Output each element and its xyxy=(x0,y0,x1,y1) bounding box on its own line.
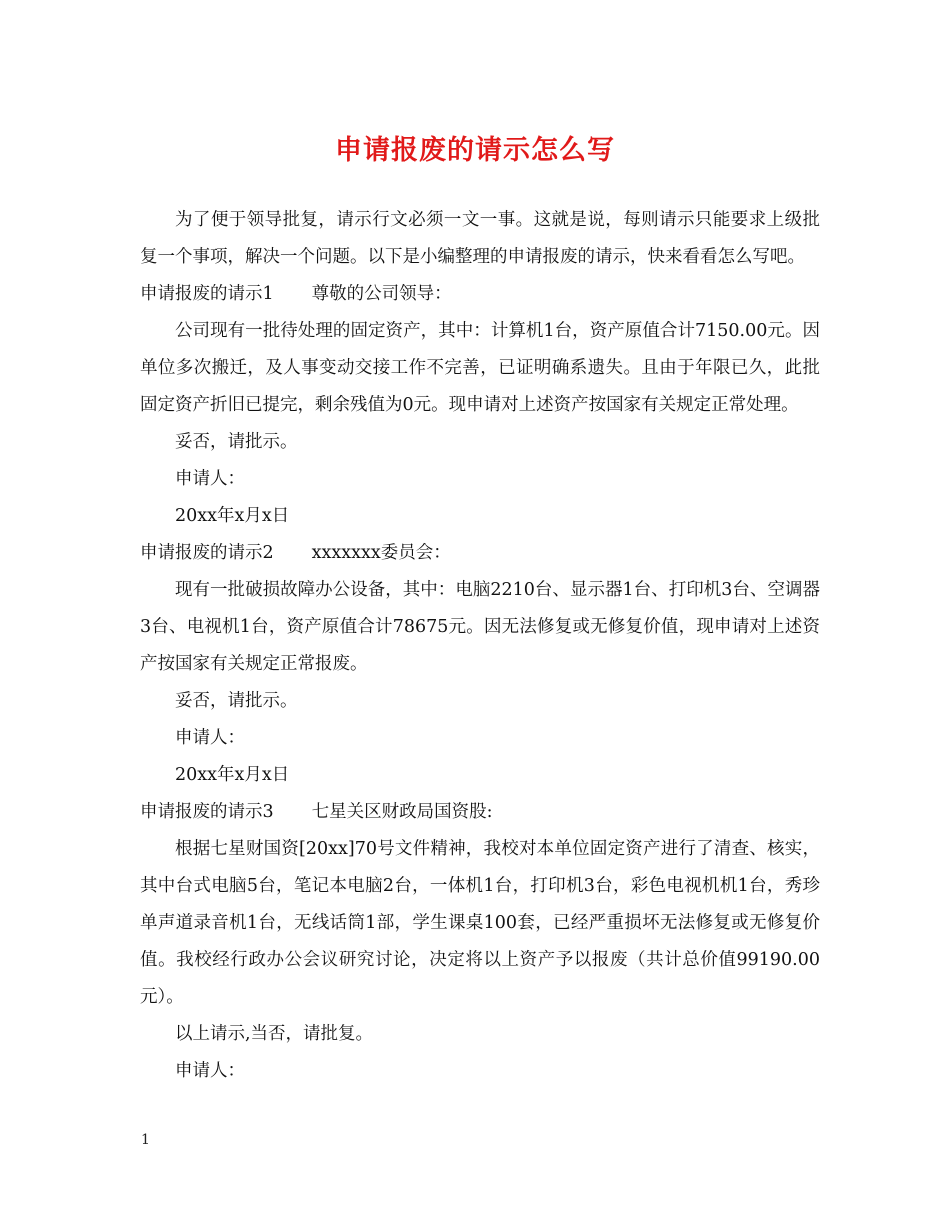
section-body-1: 公司现有一批待处理的固定资产，其中：计算机1台，资产原值合计7150.00元。因单位多次搬迁，及人事变动交接工作不完善，已证明确系遗失。且由于年限已久，此批固定资产折旧已提完，剩余残值为0元。现申请对上述资产按国家有关规定正常处理。 xyxy=(140,321,820,415)
document-body xyxy=(140,202,820,1090)
date-line-1: 20xx年x月x日 xyxy=(175,506,290,526)
applicant-line-2: 申请人： xyxy=(175,728,245,748)
document-title: 申请报废的请示怎么写 xyxy=(335,135,615,166)
applicant-line-3: 申请人： xyxy=(175,1061,245,1081)
section-body-3: 根据七星财国资[20xx]70号文件精神，我校对本单位固定资产进行了清查、核实，其中台式电脑5台，笔记本电脑2台，一体机1台，打印机3台，彩色电视机机1台，秀珍单声道录音机1台，无线话筒1部，学生课桌100套，已经严重损坏无法修复或无修复价值。我校经行政办公会议研究讨论，决定将以上资产予以报废（共计总价值99190.00元）。 xyxy=(140,839,820,1007)
applicant-line-1: 申请人： xyxy=(175,469,245,489)
addressee: 七星关区财政局国资股: xyxy=(311,802,493,822)
section-heading-2 xyxy=(140,535,820,572)
closing-line-1: 妥否，请批示。 xyxy=(175,432,298,452)
addressee: xxxxxxx委员会： xyxy=(311,543,451,563)
section-heading-3 xyxy=(140,794,820,831)
closing-line-3: 以上请示,当否，请批复。 xyxy=(175,1024,374,1044)
section-title: 申请报废的请示1 xyxy=(140,284,274,304)
section-body-2: 现有一批破损故障办公设备，其中：电脑2210台、显示器1台、打印机3台、空调器3台、电视机1台，资产原值合计78675元。因无法修复或无修复价值，现申请对上述资产按国家有关规定正常报废。 xyxy=(140,580,820,674)
section-title: 申请报废的请示3 xyxy=(140,802,274,822)
closing-line-2: 妥否，请批示。 xyxy=(175,691,298,711)
page-number: 1 xyxy=(141,1132,150,1148)
intro-paragraph: 为了便于领导批复，请示行文必须一文一事。这就是说，每则请示只能要求上级批复一个事项，解决一个问题。以下是小编整理的申请报废的请示，快来看看怎么写吧。 xyxy=(140,210,820,267)
section-heading-1 xyxy=(140,276,820,313)
addressee: 尊敬的公司领导： xyxy=(311,284,452,304)
date-line-2: 20xx年x月x日 xyxy=(175,765,290,785)
section-title: 申请报废的请示2 xyxy=(140,543,274,563)
